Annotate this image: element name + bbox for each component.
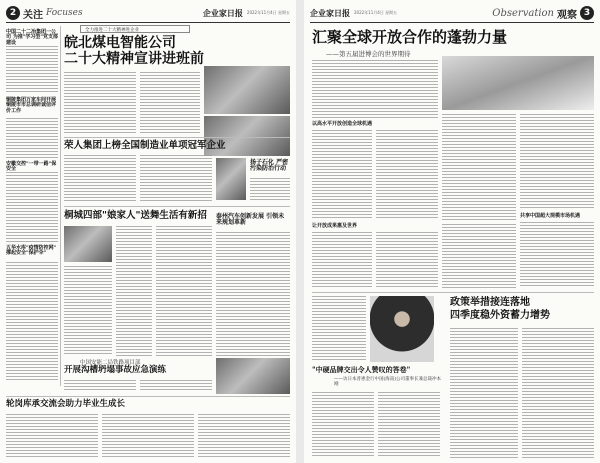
right-subhead-a: 以高水平开放创造全球机遇 <box>312 121 373 127</box>
left-text-c1 <box>116 226 152 356</box>
left-headline-e-kicker: 中国安能二局铁路项目部 <box>80 360 141 366</box>
left-main-text-2 <box>140 72 200 134</box>
left-side-text-1 <box>6 46 58 94</box>
right-main-subhead: ——第五届进博会的世界期待 <box>326 50 411 58</box>
right-page-number: 3 <box>580 6 594 20</box>
left-text-e2 <box>140 380 212 392</box>
right-subhead-b: 让开放成果惠及世界 <box>312 223 358 229</box>
left-photo-c <box>64 226 112 262</box>
left-side-text-2 <box>6 118 58 158</box>
left-divider-a <box>64 137 290 138</box>
right-text-b3 <box>442 224 516 288</box>
right-newspaper-page <box>304 0 600 463</box>
right-text-a2 <box>376 130 438 220</box>
left-paper-name: 企业家日报 <box>202 7 243 18</box>
left-kicker-box <box>80 25 190 33</box>
left-text-c3 <box>156 226 212 356</box>
right-section-title: 观察 <box>557 9 577 21</box>
left-bottom-text-1 <box>6 414 98 458</box>
left-headline-d: 泰州汽车创新发展 引领未来规划革新 <box>216 213 285 227</box>
right-policy-text-2 <box>522 328 594 458</box>
left-bottom-headline: 轮岗库承交流会助力毕业生成长 <box>6 399 126 409</box>
left-side-headline-4: 五华水库"疫情防控网" 撑起安全"保护伞" <box>6 245 57 257</box>
left-main-headline-line1: 皖北煤电智能公司 <box>64 35 176 51</box>
right-divider-middle <box>312 292 594 293</box>
left-photo-e <box>216 358 290 394</box>
left-divider-bottom <box>6 396 290 397</box>
right-paper-name: 企业家日报 <box>310 7 350 18</box>
right-page-header <box>310 6 594 20</box>
right-policy-headline-2: 四季度稳外资蓄力增势 <box>450 310 550 321</box>
right-section-english: Observation <box>492 7 554 19</box>
left-photo-b <box>216 158 246 200</box>
left-section-english: Focuses <box>46 8 83 18</box>
left-bottom-text-3 <box>198 414 290 458</box>
right-portrait-photo <box>370 296 434 362</box>
right-header-rule <box>310 22 594 23</box>
right-policy-headline-1: 政策举措接连落地 <box>450 297 530 308</box>
right-text-a3 <box>442 114 516 220</box>
left-kicker: 全力推进二十大精神进企业 <box>85 28 139 33</box>
left-bottom-text-2 <box>102 414 194 458</box>
left-page-number: 2 <box>6 6 20 20</box>
right-main-photo <box>442 56 594 110</box>
right-interview-headline: "中硬品牌交出令人赞叹的答卷" <box>312 365 411 374</box>
right-text-a1 <box>312 130 372 220</box>
left-text-a2 <box>140 155 212 203</box>
right-header-date: 2022年11月4日 星期五 <box>354 10 398 15</box>
right-policy-text-1 <box>450 328 518 458</box>
left-main-text-1 <box>64 72 136 134</box>
right-interview-subhead: ——访日本普惠金行中国(海南)公司董事长兼总裁冲本刚 <box>334 377 442 388</box>
left-newspaper-page <box>0 0 296 463</box>
right-interview-text-0 <box>312 296 366 362</box>
left-page-header <box>6 6 290 20</box>
left-main-photo-1 <box>204 66 290 114</box>
left-text-c2 <box>64 266 112 356</box>
left-headline-a: 荣人集团上榜全国制造业单项冠军企业 <box>64 140 226 151</box>
left-side-headline-3: 安徽交控"一带一路"保安全 <box>6 161 57 173</box>
right-lead-text <box>312 60 438 120</box>
left-side-text-3 <box>6 172 58 242</box>
left-headline-b: 扬子石化 严密污染防治行动 <box>250 159 289 173</box>
left-main-headline-line2: 二十大精神宣讲进班前 <box>64 51 204 67</box>
left-text-a1 <box>64 155 136 203</box>
right-text-c <box>520 222 594 288</box>
left-side-text-4 <box>6 262 58 382</box>
right-text-b1 <box>312 232 372 288</box>
right-text-a4 <box>520 114 594 210</box>
left-text-b <box>250 178 290 200</box>
left-header-date: 2022年11月4日 星期五 <box>246 10 290 15</box>
left-side-headline-2: 铜陵集团万家车间开展 铜陵市市总调研诚信评价工作 <box>6 97 57 114</box>
left-headline-e: 开展沟槽坍塌事故应急演练 <box>64 365 167 375</box>
right-interview-text-2 <box>378 392 440 458</box>
left-text-d <box>216 232 290 356</box>
right-interview-text-1 <box>312 392 374 458</box>
right-text-b2 <box>376 232 438 288</box>
left-header-rule <box>6 22 290 23</box>
left-divider-c <box>64 206 290 207</box>
left-section-title: 关注 <box>23 9 43 21</box>
left-column-divider <box>60 26 61 386</box>
left-headline-c: 桐城四部"娘家人"送舞生活有新招 <box>64 210 207 221</box>
left-text-e1 <box>64 380 136 392</box>
right-main-headline: 汇聚全球开放合作的蓬勃力量 <box>312 28 508 46</box>
left-side-headline-1: 中国二十二冶集团一公司 为推"学习型"党支部建设 <box>6 29 58 46</box>
right-subhead-c: 共享中国超大规模市场机遇 <box>520 213 581 219</box>
